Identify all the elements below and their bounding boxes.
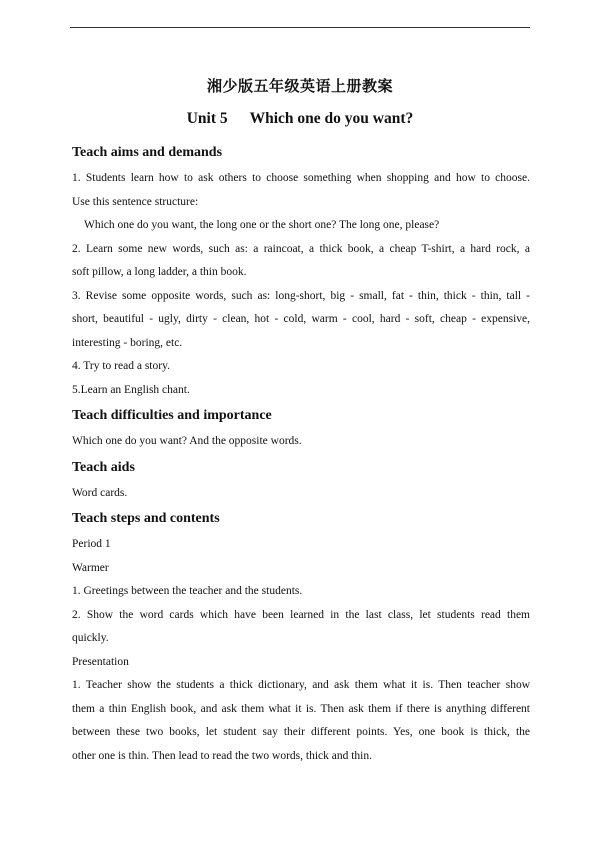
steps-line: 1. Teacher show the students a thick dictionary, and ask them what it is. Then teacher show xyxy=(72,679,530,691)
steps-line: Warmer xyxy=(72,561,109,574)
aims-line: 1. Students learn how to ask others to choose something when shopping and how to choose. xyxy=(72,172,530,184)
steps-line: them a thin English book, and ask them what it is. Then ask them if there is anything different xyxy=(72,702,530,715)
aims-line: Use this sentence structure: xyxy=(72,195,199,208)
steps-line: Period 1 xyxy=(72,538,111,550)
steps-line: other one is thin. Then lead to read the two words, thick and thin. xyxy=(72,749,372,762)
steps-line: between these two books, let student say their different points. Yes, one book is thick, the xyxy=(72,726,530,738)
aims-line: Which one do you want, the long one or the short one? The long one, please? xyxy=(84,219,440,231)
section-heading-steps: Teach steps and contents xyxy=(72,511,220,526)
section-heading-aids: Teach aids xyxy=(72,459,135,475)
unit-number: Unit 5 xyxy=(186,110,228,127)
document-title: 湘少版五年级英语上册教案 xyxy=(206,77,393,95)
aims-line: 3. Revise some opposite words, such as: long-short, big - small, fat - thin, thick - thin, tall - xyxy=(72,289,530,302)
aims-line: 5.Learn an English chant. xyxy=(72,383,190,396)
steps-line: Presentation xyxy=(72,655,129,668)
section-heading-difficulties: Teach difficulties and importance xyxy=(72,408,272,423)
aims-line: interesting - boring, etc. xyxy=(72,336,183,349)
difficulties-line: Which one do you want? And the opposite words. xyxy=(72,435,302,447)
aims-line: soft pillow, a long ladder, a thin book. xyxy=(72,266,247,278)
header-rule xyxy=(70,27,530,28)
section-heading-aims: Teach aims and demands xyxy=(72,145,223,160)
steps-line: 1. Greetings between the teacher and the students. xyxy=(72,585,303,597)
aims-line: short, beautiful - ugly, dirty - clean, hot - cold, warm - cool, hard - soft, cheap - expensive, xyxy=(72,313,530,325)
steps-line: quickly. xyxy=(72,632,109,644)
aims-line: 4. Try to read a story. xyxy=(72,360,170,372)
unit-heading xyxy=(0,110,600,128)
steps-line: 2. Show the word cards which have been learned in the last class, let students read them xyxy=(72,608,530,621)
lesson-content xyxy=(72,141,530,768)
unit-title: Which one do you want? xyxy=(249,110,414,127)
aids-line: Word cards. xyxy=(72,486,128,499)
aims-line: 2. Learn some new words, such as: a raincoat, a thick book, a cheap T-shirt, a hard rock, a xyxy=(72,242,530,255)
